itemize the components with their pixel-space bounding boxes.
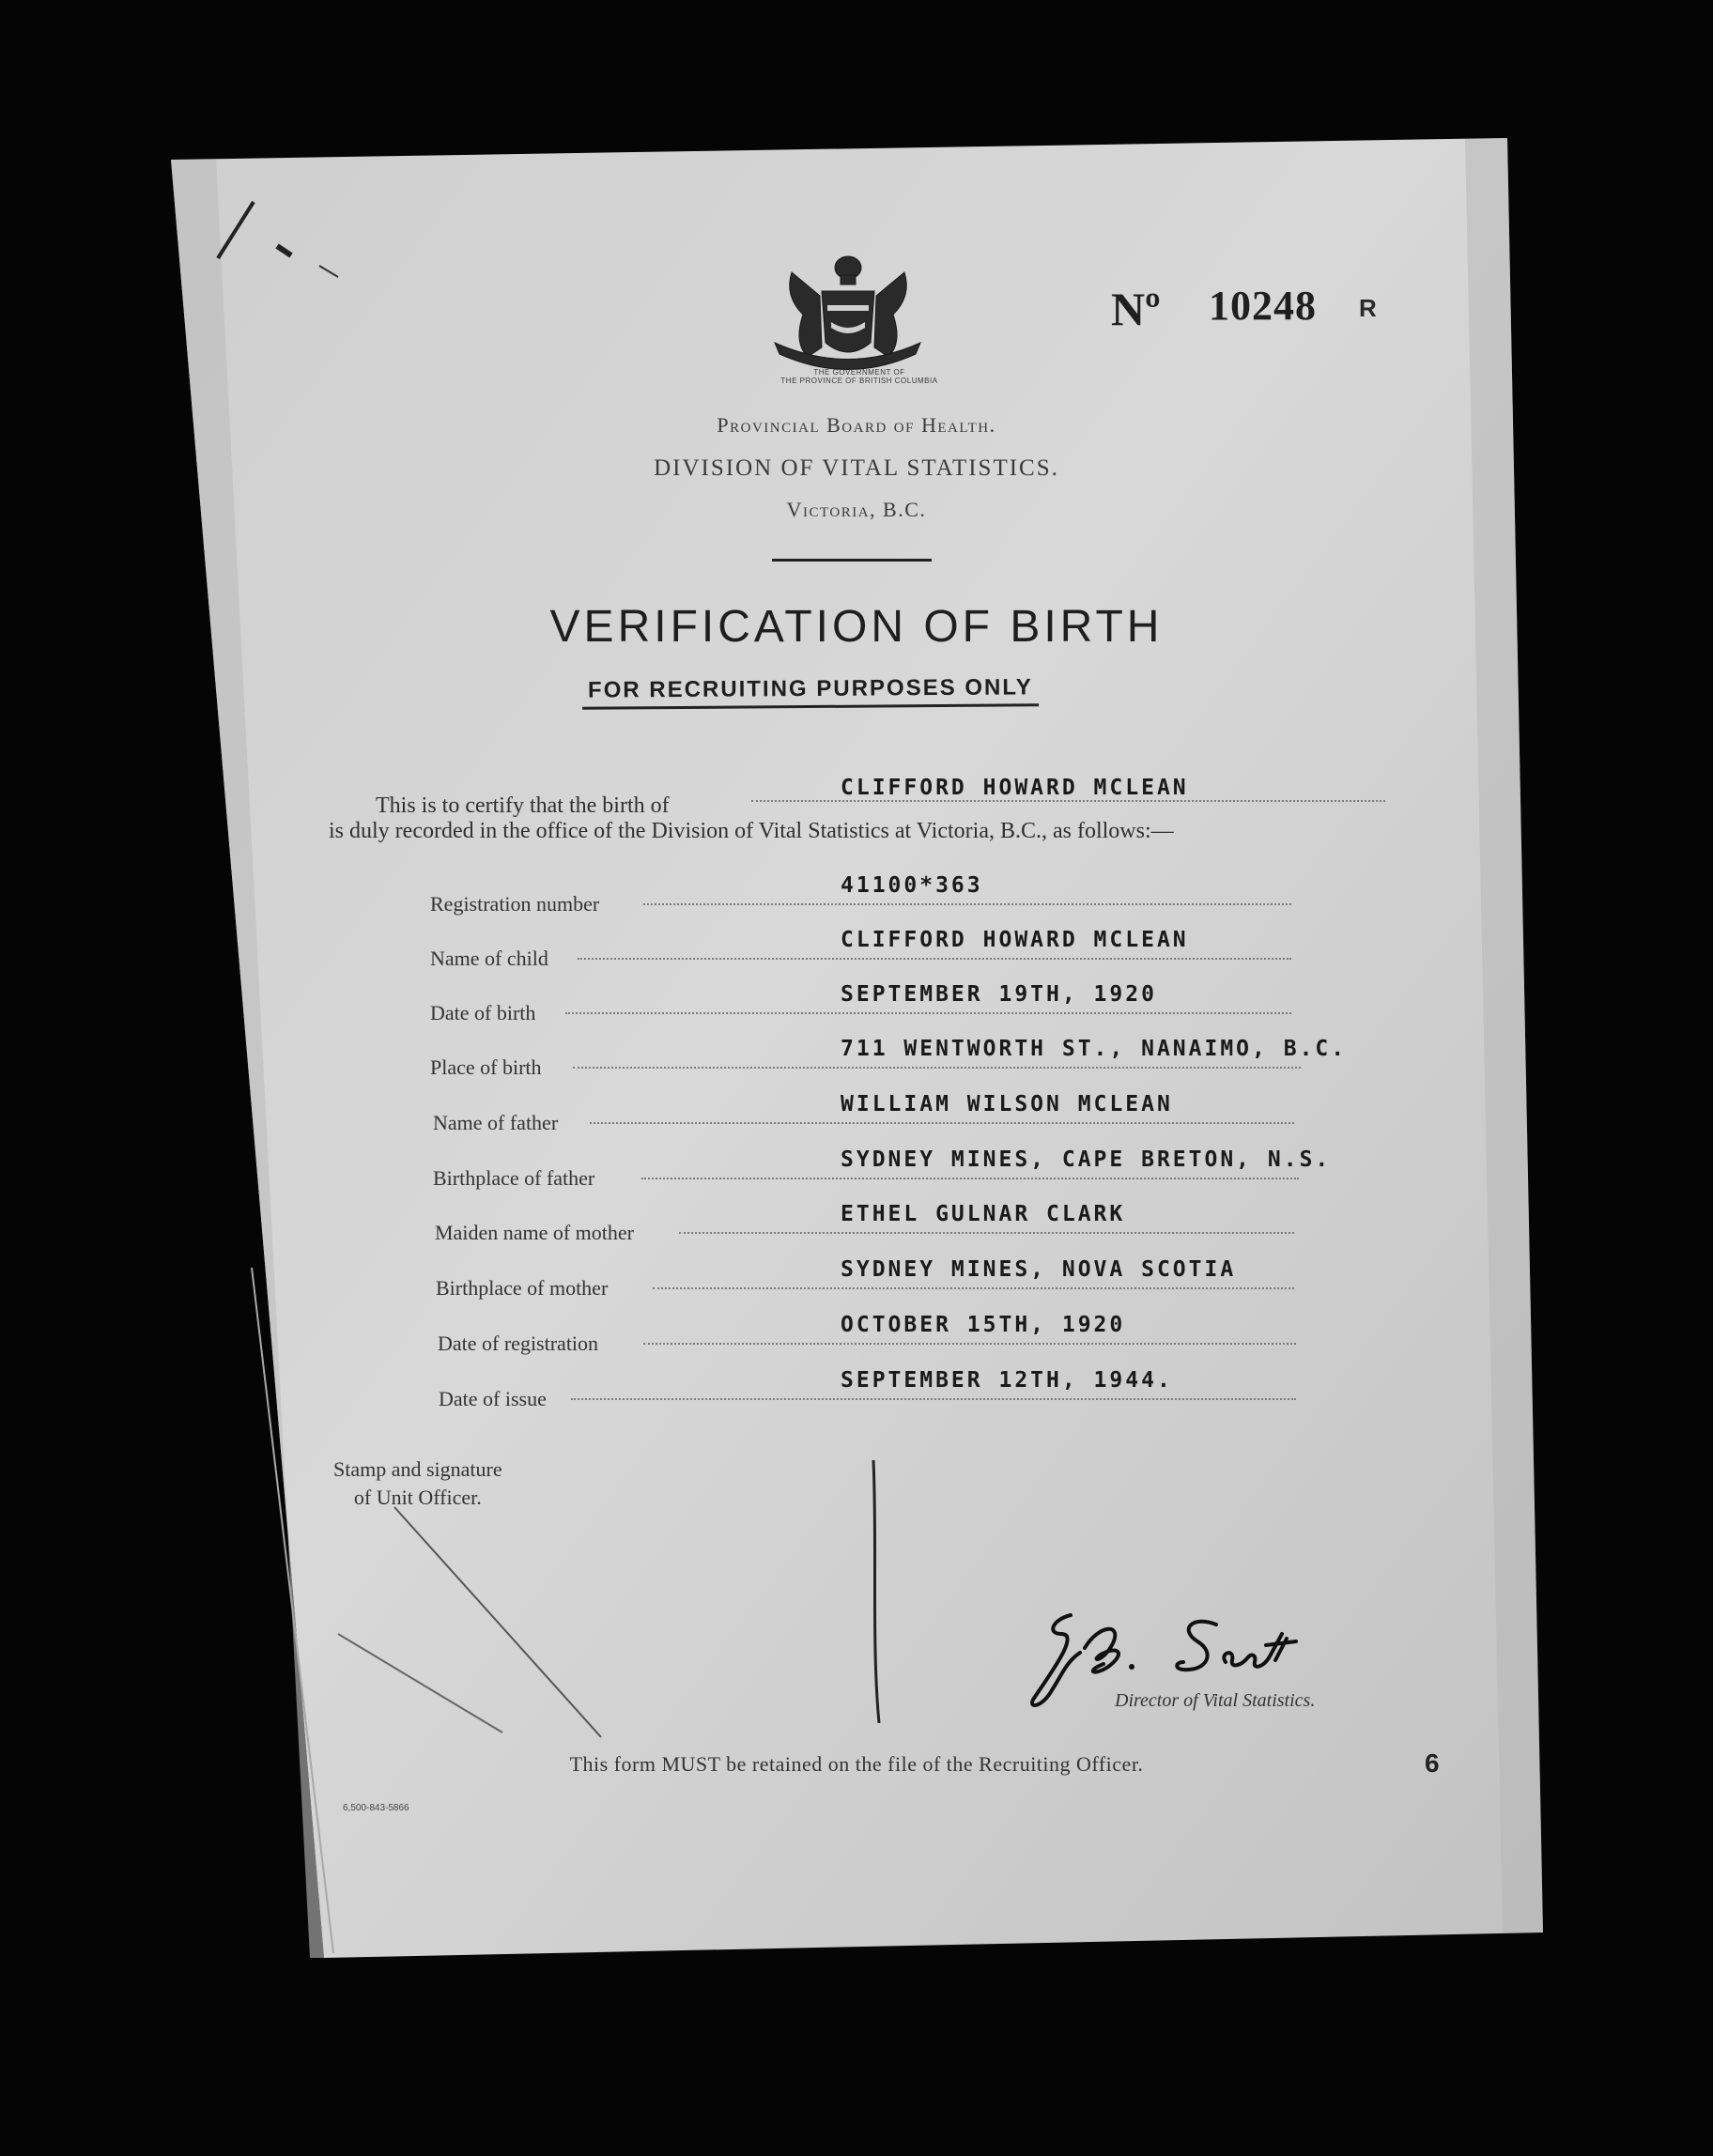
field-value-birthplace-of-father: SYDNEY MINES, CAPE BRETON, N.S. bbox=[841, 1147, 1332, 1172]
field-value-name-of-father: WILLIAM WILSON MCLEAN bbox=[841, 1092, 1173, 1116]
field-label-birthplace-of-mother: Birthplace of mother bbox=[436, 1276, 609, 1300]
location-heading: Victoria, B.C. bbox=[786, 498, 927, 521]
field-value-name-of-child: CLIFFORD HOWARD MCLEAN bbox=[841, 928, 1189, 952]
header-rule bbox=[772, 559, 932, 562]
field-value-date-of-issue: SEPTEMBER 12TH, 1944. bbox=[841, 1368, 1173, 1393]
certificate-number-label: Nº bbox=[1111, 283, 1161, 335]
field-value-maiden-name-of-mother: ETHEL GULNAR CLARK bbox=[841, 1202, 1126, 1226]
field-value-registration-number: 41100*363 bbox=[841, 873, 983, 898]
stamp-signature-label: Stamp and signature of Unit Officer. bbox=[333, 1457, 502, 1509]
certificate-number-suffix: R bbox=[1359, 294, 1377, 322]
document-subtitle: FOR RECRUITING PURPOSES ONLY bbox=[582, 674, 1039, 709]
field-label-name-of-child: Name of child bbox=[430, 947, 548, 970]
field-value-birthplace-of-mother: SYDNEY MINES, NOVA SCOTIA bbox=[841, 1257, 1237, 1282]
certify-prefix: This is to certify that the birth of bbox=[376, 793, 670, 818]
coat-of-arms-icon bbox=[765, 239, 930, 390]
field-label-maiden-name-of-mother: Maiden name of mother bbox=[435, 1221, 634, 1244]
certificate-number: 10248 bbox=[1209, 283, 1317, 329]
field-value-date-of-birth: SEPTEMBER 19TH, 1920 bbox=[841, 982, 1157, 1007]
page-marker: 6 bbox=[1425, 1748, 1440, 1778]
document-title: VERIFICATION OF BIRTH bbox=[549, 602, 1164, 652]
board-of-health-heading: Provincial Board of Health. bbox=[717, 413, 996, 437]
certify-suffix: is duly recorded in the office of the Division of Vital Statistics at Victoria, B.C., as follows:— bbox=[329, 819, 1174, 843]
field-label-date-of-birth: Date of birth bbox=[430, 1001, 536, 1024]
certify-name: CLIFFORD HOWARD MCLEAN bbox=[841, 776, 1189, 800]
field-label-place-of-birth: Place of birth bbox=[430, 1055, 542, 1079]
field-value-place-of-birth: 711 WENTWORTH ST., NANAIMO, B.C. bbox=[841, 1037, 1348, 1061]
field-label-date-of-issue: Date of issue bbox=[439, 1387, 547, 1410]
field-label-date-of-registration: Date of registration bbox=[438, 1332, 599, 1355]
print-code: 6,500-843-5866 bbox=[343, 1803, 409, 1813]
director-title: Director of Vital Statistics. bbox=[1115, 1690, 1316, 1711]
field-value-date-of-registration: OCTOBER 15TH, 1920 bbox=[841, 1313, 1126, 1337]
crest-caption: THE GOVERNMENT OF THE PROVINCE OF BRITISH COLUMBIA bbox=[780, 368, 938, 385]
field-label-registration-number: Registration number bbox=[430, 892, 600, 916]
field-label-birthplace-of-father: Birthplace of father bbox=[433, 1166, 595, 1190]
division-heading: DIVISION OF VITAL STATISTICS. bbox=[654, 455, 1059, 481]
field-label-name-of-father: Name of father bbox=[433, 1111, 559, 1134]
retention-notice: This form MUST be retained on the file of the Recruiting Officer. bbox=[569, 1752, 1144, 1776]
